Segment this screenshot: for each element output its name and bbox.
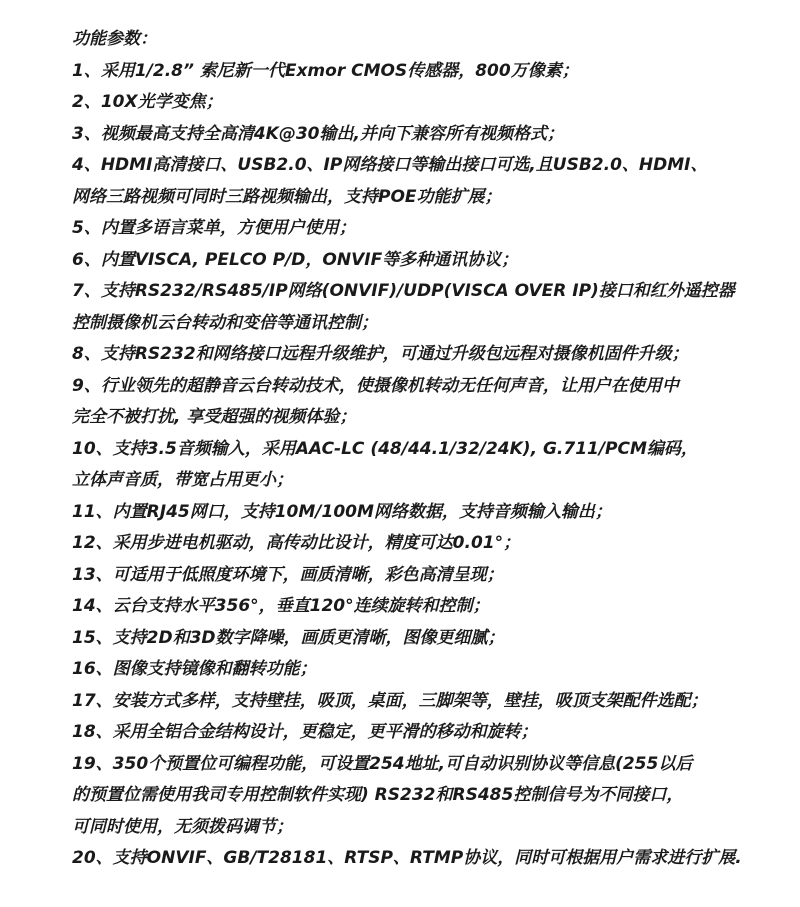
spec-line: 5、内置多语言菜单，方便用户使用； xyxy=(72,218,356,238)
spec-line: 16、图像支持镜像和翻转功能； xyxy=(72,659,317,679)
spec-line: 18、采用全铝合金结构设计，更稳定，更平滑的移动和旋转； xyxy=(72,722,538,742)
spec-line: 控制摄像机云台转动和变倍等通讯控制； xyxy=(72,312,378,333)
spec-line: 可同时使用，无须拨码调节； xyxy=(72,816,293,837)
spec-line: 1、采用1/2.8” 索尼新一代Exmor CMOS传感器，800万像素； xyxy=(72,60,579,81)
spec-line: 的预置位需使用我司专用控制软件实现) RS232和RS485控制信号为不同接口， xyxy=(72,785,684,805)
spec-line: 14、云台支持水平356°，垂直120°连续旋转和控制； xyxy=(72,596,490,616)
spec-line: 17、安装方式多样，支持壁挂，吸顶，桌面，三脚架等，壁挂，吸顶支架配件选配； xyxy=(72,690,708,711)
spec-line: 12、采用步进电机驱动，高传动比设计，精度可达0.01°； xyxy=(72,533,521,553)
spec-line: 8、支持RS232和网络接口远程升级维护，可通过升级包远程对摄像机固件升级； xyxy=(72,344,689,364)
spec-line: 完全不被打扰, 享受超强的视频体验； xyxy=(72,407,357,427)
spec-line: 4、HDMI高清接口、USB2.0、IP网络接口等输出接口可选,且USB2.0、HDMI、 xyxy=(72,155,708,175)
spec-line: 19、350个预置位可编程功能，可设置254地址,可自动识别协议等信息(255以后 xyxy=(72,753,693,774)
spec-line: 13、可适用于低照度环境下，画质清晰，彩色高清呈现； xyxy=(72,564,504,585)
spec-title: 功能参数： xyxy=(72,29,157,49)
spec-line: 立体声音质，带宽占用更小； xyxy=(72,470,293,490)
spec-line: 9、行业领先的超静音云台转动技术，使摄像机转动无任何声音，让用户在使用中 xyxy=(72,375,679,396)
spec-line: 2、10X光学变焦； xyxy=(72,92,223,112)
spec-line: 11、内置RJ45网口，支持10M/100M网络数据，支持音频输入输出； xyxy=(72,501,612,522)
spec-line: 10、支持3.5音频输入，采用AAC-LC (48/44.1/32/24K), G.711/PCM编码， xyxy=(72,438,698,459)
spec-line: 15、支持2D和3D数字降噪，画质更清晰，图像更细腻； xyxy=(72,627,505,648)
spec-line: 7、支持RS232/RS485/IP网络(ONVIF)/UDP(VISCA OVER IP)接口和红外遥控器 xyxy=(72,281,735,301)
spec-line: 3、视频最高支持全高清4K@30输出,并向下兼容所有视频格式； xyxy=(72,123,564,144)
spec-line: 网络三路视频可同时三路视频输出，支持POE功能扩展； xyxy=(72,186,502,207)
spec-line: 6、内置VISCA, PELCO P/D，ONVIF等多种通讯协议； xyxy=(72,249,519,270)
spec-document xyxy=(72,24,772,875)
spec-line: 20、支持ONVIF、GB/T28181、RTSP、RTMP协议，同时可根据用户需求进行扩展. xyxy=(72,848,742,868)
